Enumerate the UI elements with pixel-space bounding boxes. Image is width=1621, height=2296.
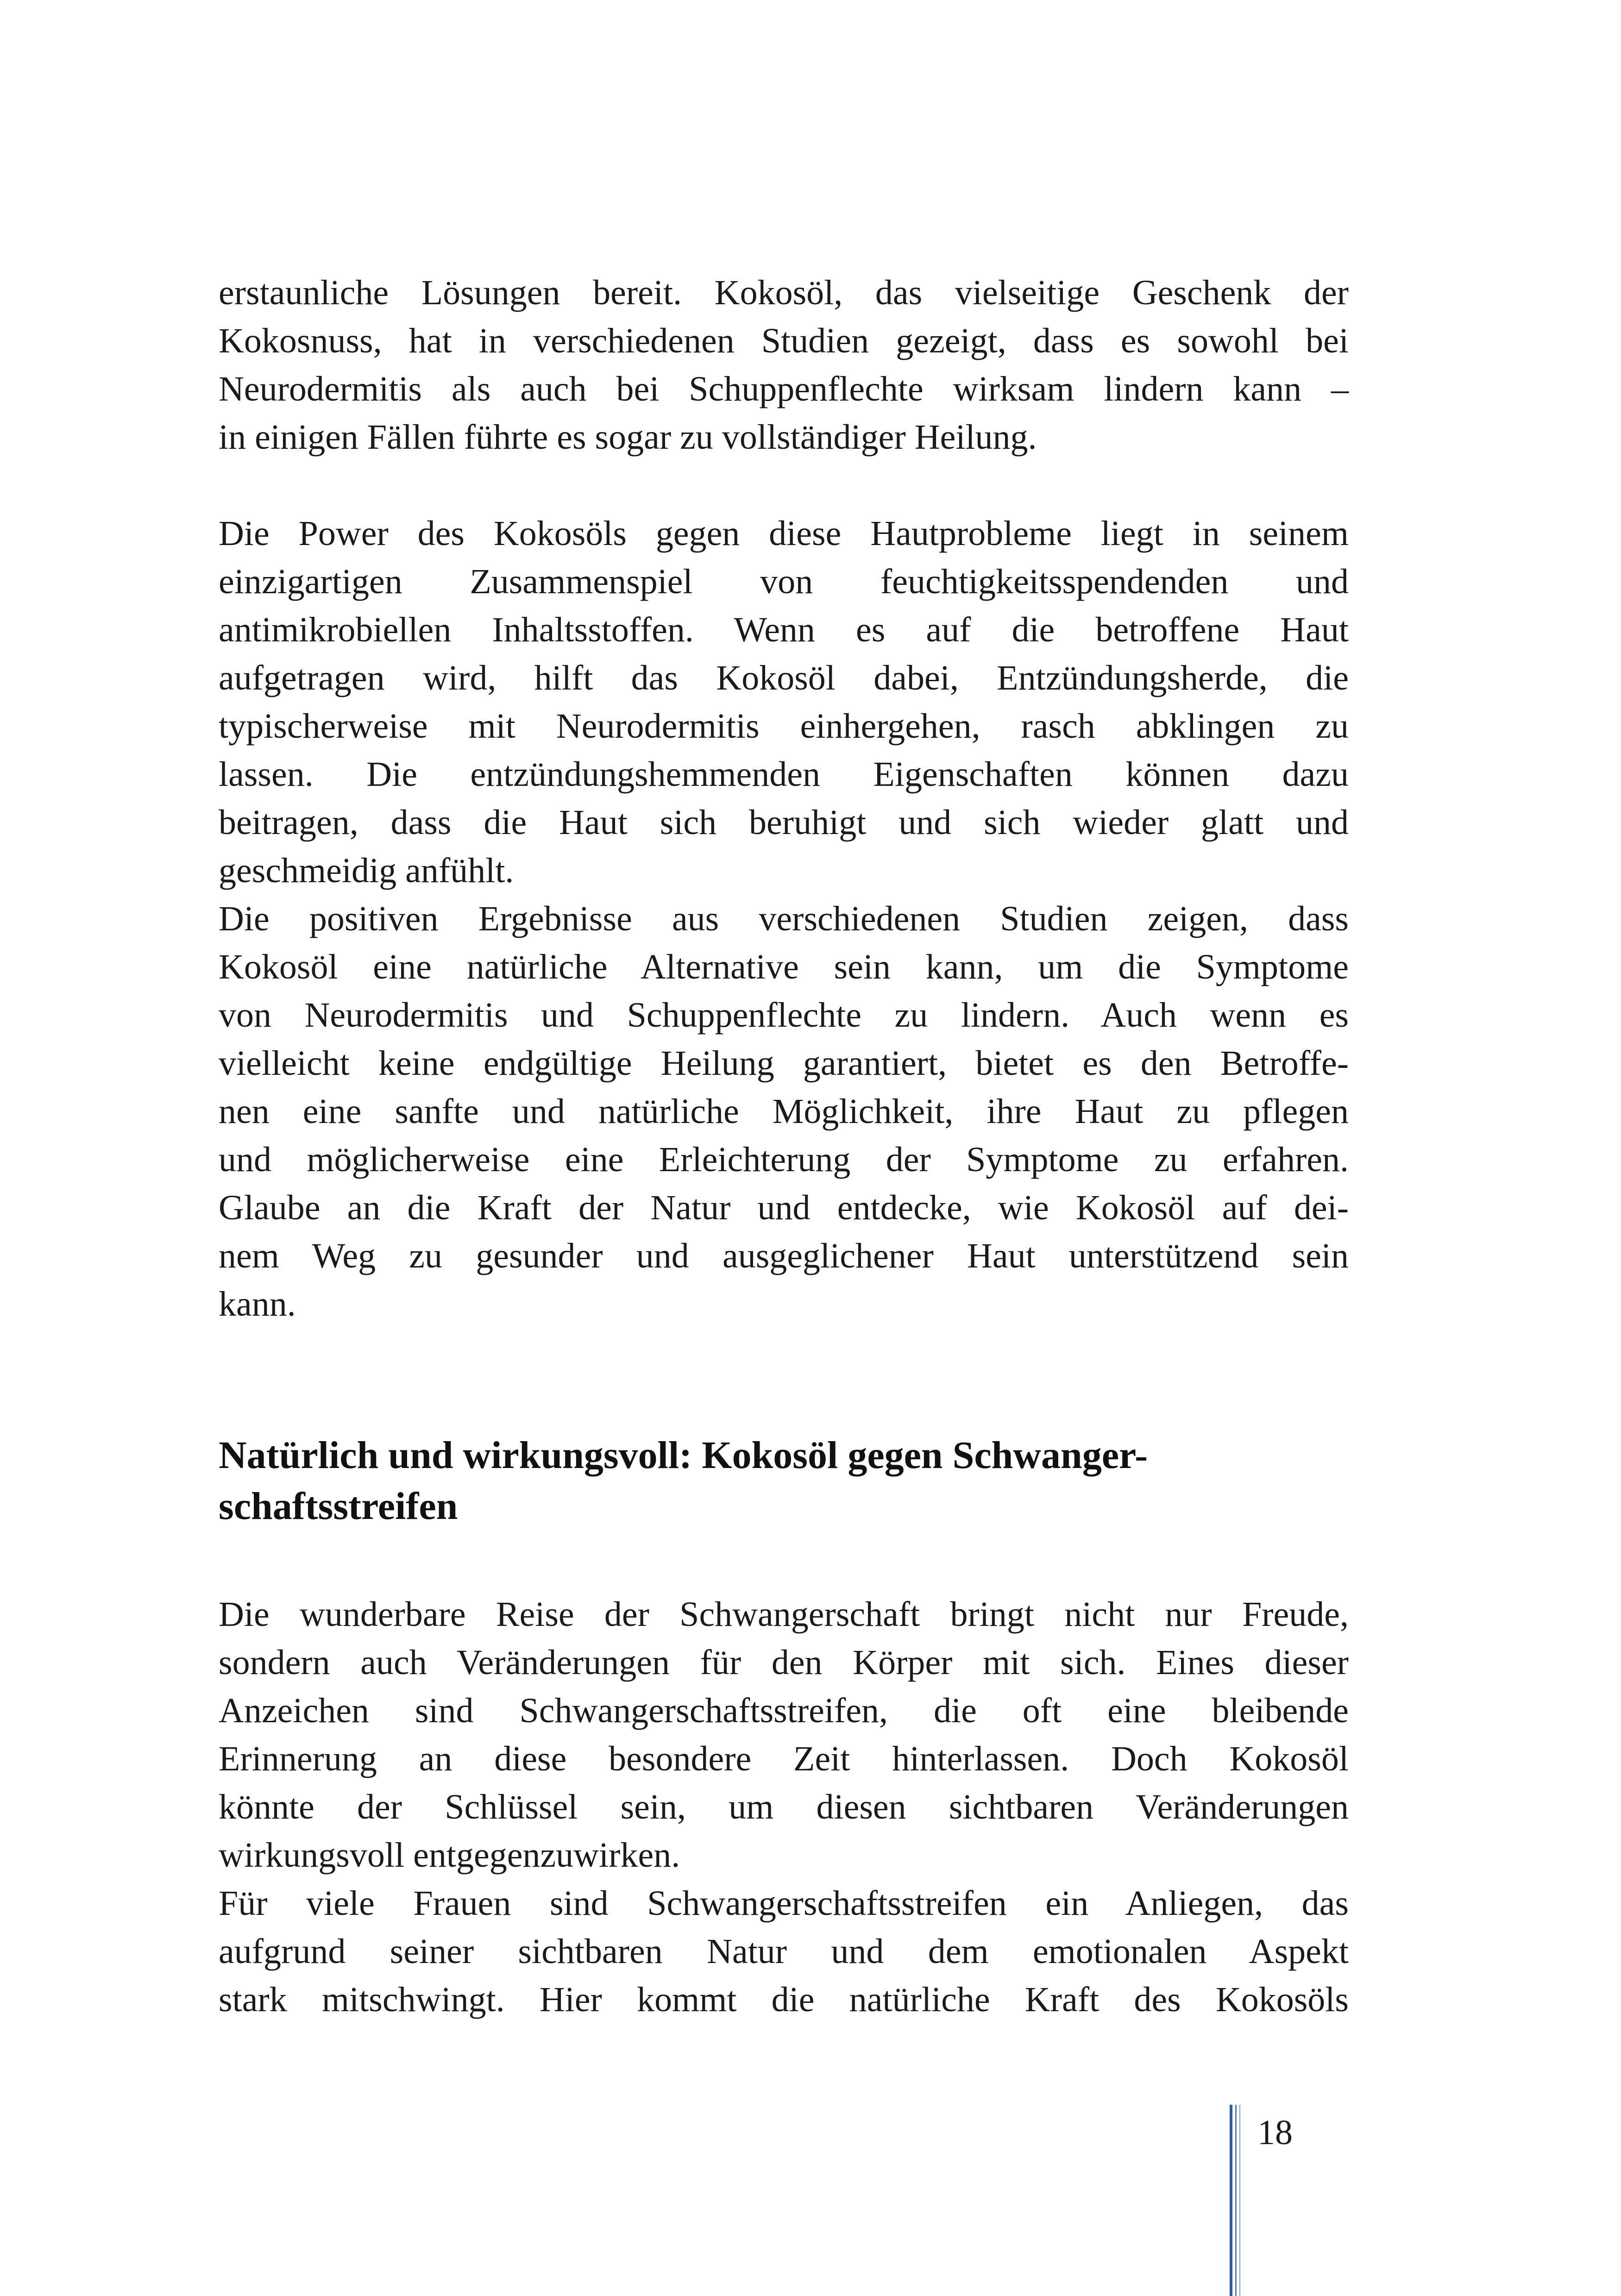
text-line: lassen. Die entzündungshemmenden Eigenschaften können dazu [219,755,1349,794]
text-line: nem Weg zu gesunder und ausgeglichener Haut unterstützend sein [219,1236,1349,1275]
text-line: erstaunliche Lösungen bereit. Kokosöl, das vielseitige Geschenk der [219,273,1349,312]
text-line: Die Power des Kokosöls gegen diese Hautprobleme liegt in seinem [219,514,1349,553]
text-line: kann. [219,1285,296,1324]
text-line: von Neurodermitis und Schuppenflechte zu lindern. Auch wenn es [219,996,1349,1035]
text-line: in einigen Fällen führte es sogar zu vollständiger Heilung. [219,418,1037,457]
text-line: aufgrund seiner sichtbaren Natur und dem emotionalen Aspekt [219,1932,1349,1971]
heading-line: schaftsstreifen [219,1485,458,1528]
page-number: 18 [1257,2113,1293,2152]
text-line: nen eine sanfte und natürliche Möglichkeit, ihre Haut zu pflegen [219,1092,1349,1131]
text-line: Neurodermitis als auch bei Schuppenflechte wirksam lindern kann – [219,370,1349,408]
text-line: antimikrobiellen Inhaltsstoffen. Wenn es auf die betroffene Haut [219,610,1349,649]
text-line: wirkungsvoll entgegenzuwirken. [219,1836,680,1875]
text-line: Kokosnuss, hat in verschiedenen Studien gezeigt, dass es sowohl bei [219,321,1349,360]
text-line: Kokosöl eine natürliche Alternative sein kann, um die Symptome [219,947,1349,986]
text-line: Die positiven Ergebnisse aus verschiedenen Studien zeigen, dass [219,899,1349,938]
text-line: könnte der Schlüssel sein, um diesen sichtbaren Veränderungen [219,1788,1349,1826]
text-line: Erinnerung an diese besondere Zeit hinterlassen. Doch Kokosöl [219,1739,1349,1778]
paragraph-2 [219,509,1349,895]
page-number-rule [1235,2105,1237,2296]
text-line: geschmeidig anfühlt. [219,851,514,890]
page-number-rule [1239,2105,1240,2296]
text-line: einzigartigen Zusammenspiel von feuchtigkeitsspendenden und [219,562,1349,601]
page-number-rule [1230,2105,1232,2296]
text-line: aufgetragen wird, hilft das Kokosöl dabei, Entzündungsherde, die [219,659,1349,697]
paragraph-5 [219,1879,1349,2024]
paragraph-1 [219,269,1349,461]
text-line: stark mitschwingt. Hier kommt die natürliche Kraft des Kokosöls [219,1980,1349,2019]
heading-line: Natürlich und wirkungsvoll: Kokosöl gegen Schwanger- [219,1434,1148,1477]
text-line: Glaube an die Kraft der Natur und entdecke, wie Kokosöl auf dei- [219,1188,1349,1227]
text-line: Für viele Frauen sind Schwangerschaftsstreifen ein Anliegen, das [219,1884,1349,1923]
text-line: Anzeichen sind Schwangerschaftsstreifen, die oft eine bleibende [219,1691,1349,1730]
text-line: und möglicherweise eine Erleichterung der Symptome zu erfahren. [219,1140,1349,1179]
text-line: sondern auch Veränderungen für den Körper mit sich. Eines dieser [219,1643,1349,1682]
text-line: Die wunderbare Reise der Schwangerschaft bringt nicht nur Freude, [219,1595,1349,1634]
section-heading [219,1430,1349,1532]
paragraph-4 [219,1590,1349,1879]
paragraph-3 [219,895,1349,1328]
text-line: beitragen, dass die Haut sich beruhigt und sich wieder glatt und [219,803,1349,842]
text-line: typischerweise mit Neurodermitis einhergehen, rasch abklingen zu [219,707,1349,746]
text-line: vielleicht keine endgültige Heilung garantiert, bietet es den Betroffe- [219,1044,1349,1083]
